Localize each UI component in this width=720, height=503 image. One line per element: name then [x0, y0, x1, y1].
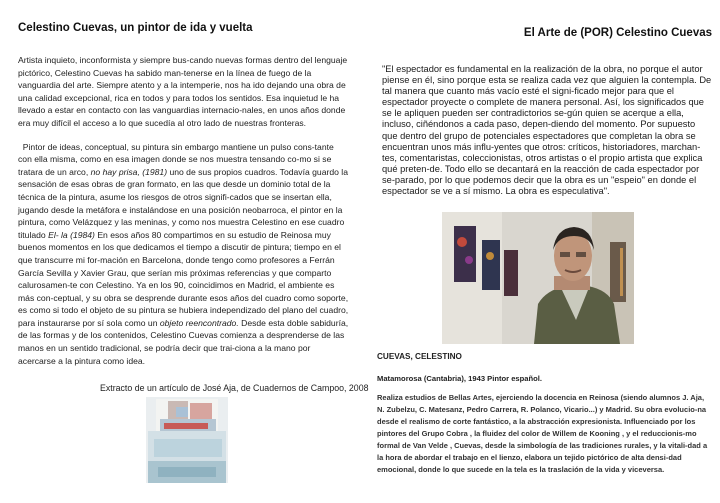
objeto-reencontrado-phrase: objeto reencontrado. — [159, 317, 239, 328]
article-paragraph-1: Artista inquieto, inconformista y siempre bus-cando nuevas formas dentro del lenguaje pictórico, Celestino Cuevas ha sabido man-tenerse en la línea de fuego de la vanguardia del arte. Siempre atento y a la intemperie, nos ha ido dejando una obra de una calidad excepcional, rica en todos y para todos los sentidos. Esa inquietud le ha llevado a estar en contacto con las vanguardias internacio-nales, en unos años donde era muy difícil el acceso a lo que sucedía al otro lado de nuestras fronteras. — [18, 55, 348, 128]
artist-quote: "El espectador es fundamental en la realización de la obra, no porque el autor piense en él, sino porque esta se realiza cada vez que alguien la contempla. De tal manera que cuanto más vacío esté el signi-ficado mejor para que el espectador proyecte o complete de manera personal. Así, los significados que se le apliquen pueden ser contradictorios se-gún quien se acerque a ella, incluso, ciñéndonos a cada paso, depen-diendo del momento. Por supuesto que dentro del grupo de potenciales espectadores que completan la obra se encuentran unos más influ-yentes que otros: críticos, historiadores, marchan-tes, comentaristas, coleccionistas, otros artistas o el propio artista que explica qué preten-de. Todo ello se decantará en la reacción de cada espectador por se-parado, por lo que podemos decir que la obra es un "espeio" en donde el espectador se ve a sí mismo. La obra es especulativa". — [382, 64, 712, 197]
right-page-title: El Arte de (POR) Celestino Cuevas — [523, 27, 712, 39]
article-paragraph-2 — [18, 141, 350, 368]
bio-heading: CUEVAS, CELESTINO — [377, 352, 462, 361]
artist-portrait-photo — [442, 212, 634, 344]
paragraph-2-text-2: uno de sus propios cuadros. Todavía guardo la sensación de esas obras de gran formato, en las que desde un dominio total de la técnica de la pintura, asume los riesgos de otros signifi-cados que se insertan ella, jugando desde la metáfora e instalándose en una posición neobarroca, el pintor en la pintura, como Velázquez y las meninas, y como nos muestra Celestino en ese cuadro titulado — [18, 166, 348, 240]
bio-text: Realiza estudios de Bellas Artes, ejerciendo la docencia en Reinosa (siendo alumnos J. Aja, N. Zubelzu, C. Matesanz, Pedro Carrera, R. Polanco, Vicario...) y Madrid. Su obra evolucio-na desde el realismo de corte fantástico, a la abstracción expresionista. Influenciado por los pintores del Grupo Cobra , la fluidez del color de Willem de Kooning , y el reduccionis-mo formal de Van Velde , Cuevas, desde la simbología de las tradiciones rurales, y la vitali-dad a la hora de abordar el trabajo en el lienzo, elabora un tejido pictórico de alta densi-dad emocional, donde lo que sucede en la tela es la traslación de la vida y viceversa. — [377, 393, 708, 474]
left-page-title: Celestino Cuevas, un pintor de ida y vuelta — [18, 22, 253, 34]
bio-origin: Matamorosa (Cantabria), 1943 Pintor español. — [377, 374, 542, 383]
article-credit: Extracto de un artículo de José Aja, de Cuadernos de Campoo, 2008 — [100, 383, 369, 393]
artwork-title-no-hay-prisa: no hay prisa, (1981) — [90, 166, 168, 177]
paragraph-2-text-3: En esos años 80 compartimos en su estudio de Reinosa muy buenos momentos en los que dedicamos el tiempo a discutir de pintura; tiempo en el que transcurre mi for-mación en Barcelona, donde tengo como profesores a Ferrán García Sevilla y Xavier Grau, que serían mis próximas referencias y que comparto calurosamen-te con Celestino. Ya en los 90, coincidimos en Madrid, el ambiente es más con-ceptual, y su obra se desprende durante esos años del cuadro como soporte, es como si todo el objeto de su pintura se hubiera independizado del plano del cuadro, para instaurarse por sí sola como un — [18, 229, 349, 328]
artwork-title-el-la: El- la (1984) — [48, 229, 95, 240]
paragraph-2-text-1: Pintor de ideas, conceptual, su pintura sin embargo mantiene un pulso cons-tante con ella misma, como en esa imagen donde se nos muestra tensando co-mo si se tratara de un arco, — [18, 141, 334, 177]
article-body — [18, 54, 350, 378]
painting-thumbnail — [146, 397, 228, 483]
paragraph-2-text-4: Desde esta doble sabiduría, de las formas y de los contenidos, Celestino Cuevas comienza a desprenderse de las manos en un sentido tradicional, se podría decir que trai-ciona a la mano por acercarse a la pintura como idea. — [18, 317, 349, 366]
right-page — [360, 0, 720, 503]
